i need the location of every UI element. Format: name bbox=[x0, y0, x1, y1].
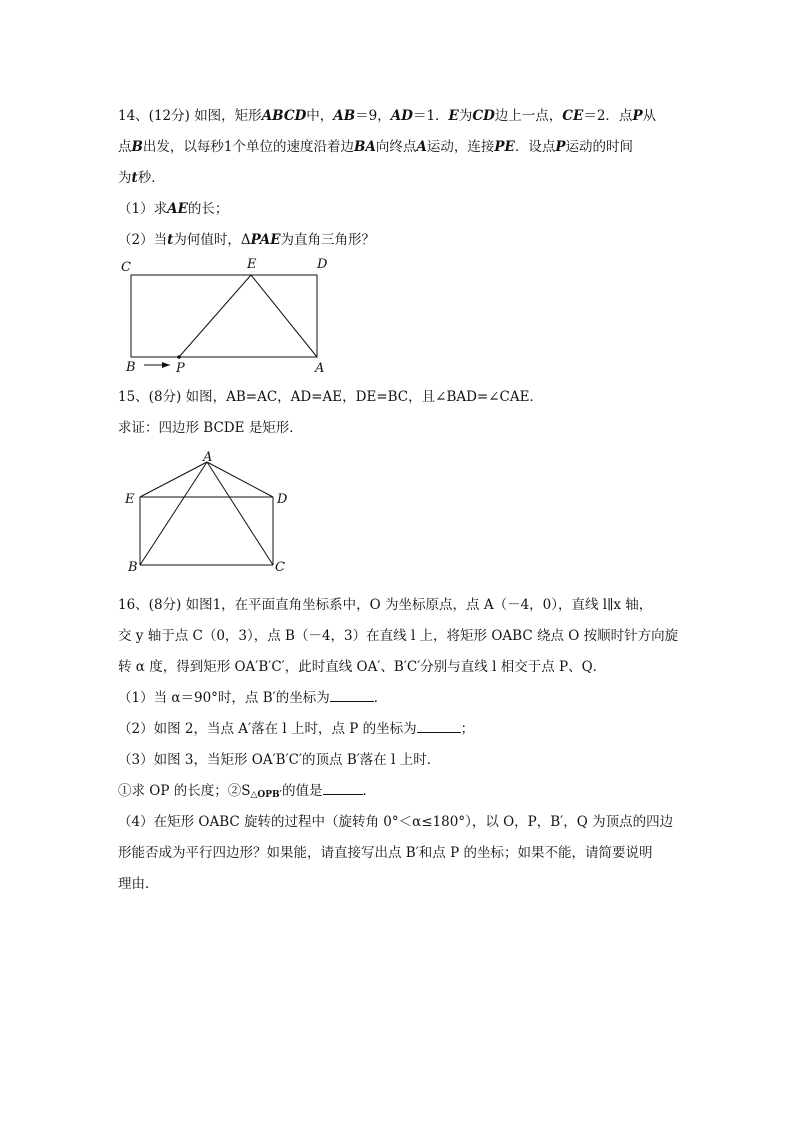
q14-label-a: A bbox=[315, 361, 325, 376]
q16-line-3: 转 α 度，得到矩形 OA′B′C′，此时直线 OA′、B′C′分别与直线 l 相交于点 P、Q． bbox=[118, 659, 607, 675]
q16-part-2: （2）如图 2，当点 A′落在 l 上时，点 P 的坐标为 ； bbox=[118, 717, 474, 737]
q14-line-3: 为t秒． bbox=[118, 170, 165, 186]
q14-label-c: C bbox=[121, 260, 131, 275]
q15-segment-ac bbox=[207, 462, 273, 565]
q14-part-2: （2）当t为何值时，ΔPAE为直角三角形？ bbox=[118, 232, 376, 248]
q15-label-b: B bbox=[128, 560, 138, 575]
q15-label-e: E bbox=[125, 492, 135, 507]
q14-label-e: E bbox=[247, 257, 257, 272]
q14-number: 14、(12分) bbox=[118, 108, 190, 124]
q15-segment-ad bbox=[207, 462, 273, 497]
q16-line-2: 交 y 轴于点 C（0，3），点 B（－4，3）在直线 l 上，将矩形 OABC 绕点 O 按顺时针方向旋 bbox=[118, 628, 679, 644]
q14-line-1: 14、(12分) 如图，矩形ABCD中，AB＝9，AD＝1．E为CD边上一点，CE＝2．点P从 bbox=[118, 108, 657, 124]
q14-line-2: 点B出发，以每秒1个单位的速度沿着边BA向终点A运动，连接PE．设点P运动的时间 bbox=[118, 139, 633, 155]
q14-label-d: D bbox=[317, 257, 328, 272]
answer-blank[interactable] bbox=[417, 719, 461, 734]
q15-segment-ae bbox=[140, 462, 207, 497]
q14-label-b: B bbox=[126, 360, 136, 375]
q16-part-1: （1）当 α＝90°时，点 B′的坐标为 ． bbox=[118, 686, 387, 706]
q16-part-3a: ①求 OP 的长度；$②S_{\triangle OPB'}$的值是 ． bbox=[118, 779, 376, 800]
q16-part-4-line-1: （4）在矩形 OABC 旋转的过程中（旋转角 0°＜α≤180°），以 O，P，B′，Q 为顶点的四边 bbox=[118, 814, 674, 830]
q16-part-4-line-3: 理由． bbox=[118, 876, 159, 892]
q16-line-1: 16、(8分) 如图1，在平面直角坐标系中，O 为坐标原点，点 A（－4，0），直线 l∥x 轴， bbox=[118, 597, 653, 613]
q15-label-c: C bbox=[275, 560, 285, 575]
q15-label-d: D bbox=[277, 492, 288, 507]
answer-blank[interactable] bbox=[323, 781, 363, 796]
q15-label-a: A bbox=[203, 450, 213, 465]
q15-line-2: 求证：四边形 BCDE 是矩形． bbox=[118, 420, 303, 436]
answer-blank[interactable] bbox=[330, 688, 374, 703]
q14-part-1: （1）求AE的长； bbox=[118, 201, 229, 217]
q15-segment-ab bbox=[140, 462, 207, 565]
q15-line-1: 15、(8分) 如图，AB=AC，AD=AE，DE=BC，且∠BAD=∠CAE． bbox=[118, 389, 543, 405]
q14-label-p: P bbox=[176, 361, 185, 376]
q16-part-4-line-2: 形能否成为平行四边形？如果能，请直接写出点 B′和点 P 的坐标；如果不能，请简要说明 bbox=[118, 845, 653, 861]
q16-part-3: （3）如图 3，当矩形 OA′B′C′的顶点 B′落在 l 上时． bbox=[118, 752, 441, 768]
